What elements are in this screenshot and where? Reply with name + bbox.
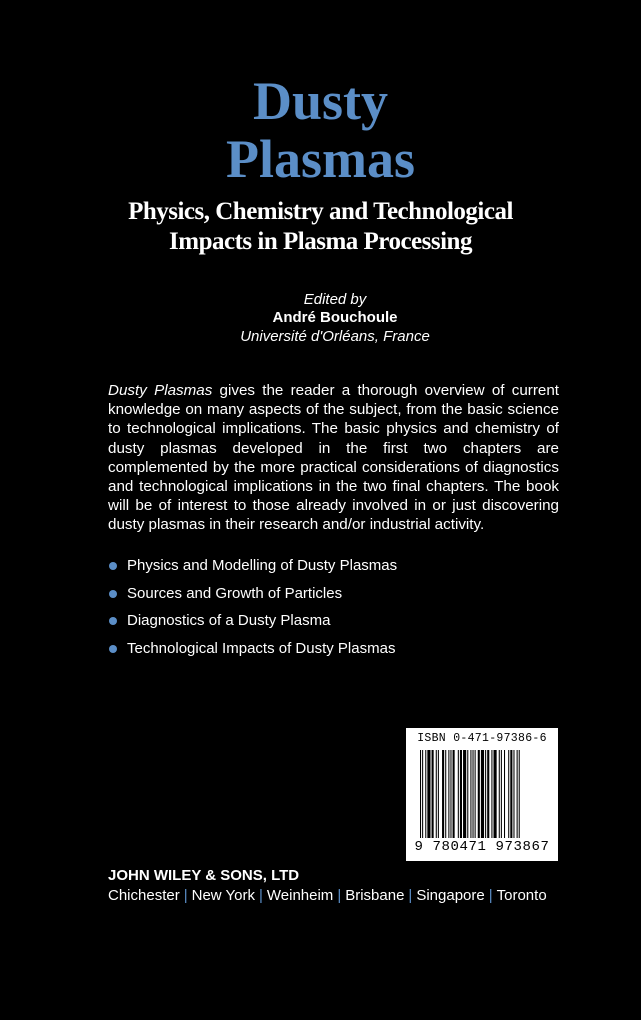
barcode-stripe [422, 750, 423, 838]
barcode-icon [420, 750, 544, 838]
topic-item [108, 556, 397, 584]
barcode-stripe [470, 750, 471, 838]
barcode-stripe [460, 750, 462, 838]
barcode-stripe [499, 750, 500, 838]
topic-label: Diagnostics of a Dusty Plasma [127, 612, 331, 629]
barcode-stripe [436, 750, 437, 838]
bullet-icon [109, 562, 117, 570]
topics-list [108, 556, 397, 666]
barcode-stripe [425, 750, 426, 838]
description-text: gives the reader a thorough overview of current knowledge on many aspects of the subject, from the basic science to technological implications. The basic physics and chemistry of dusty plasmas developed in the first two chapters are complemented by the more practical considerations of diagnostics and technological implications in the two final chapters. The book will be of interest to those already involved in or just discovering dusty plasmas in their research and/or industrial activity. [108, 382, 559, 534]
city: New York [191, 887, 255, 904]
isbn-number: ISBN 0-471-97386-6 [417, 732, 547, 745]
separator: | [408, 887, 413, 904]
barcode-stripe [481, 750, 484, 838]
barcode-stripe [491, 750, 492, 838]
separator: | [258, 887, 263, 904]
publisher-cities [108, 886, 547, 906]
barcode-stripe [517, 750, 518, 838]
barcode-stripe [463, 750, 466, 838]
city: Singapore [416, 887, 485, 904]
subtitle-line-1: Physics, Chemistry and Technological [128, 198, 513, 225]
topic-label: Physics and Modelling of Dusty Plasmas [127, 557, 398, 574]
barcode-stripe [494, 750, 497, 838]
barcode-stripe [508, 750, 509, 838]
barcode-stripe [438, 750, 439, 838]
separator: | [183, 887, 188, 904]
topic-label: Sources and Growth of Particles [127, 584, 343, 602]
topic-item [108, 611, 397, 639]
separator: | [488, 887, 493, 904]
topic-item [108, 639, 397, 667]
book-description [108, 381, 559, 535]
city: Toronto [496, 887, 547, 904]
barcode-stripe [467, 750, 468, 838]
editor-name: André Bouchoule [272, 309, 398, 326]
barcode-stripe [453, 750, 455, 838]
barcode-stripe [473, 750, 474, 838]
barcode-stripe [501, 750, 502, 838]
publisher-name: JOHN WILEY & SONS, LTD [108, 867, 300, 884]
separator: | [337, 887, 342, 904]
barcode-stripe [420, 750, 421, 838]
bullet-icon [109, 645, 117, 653]
barcode-stripe [448, 750, 449, 838]
editor-affiliation: Université d'Orléans, France [240, 328, 430, 345]
description-book-title: Dusty Plasmas [108, 382, 213, 399]
book-title-line-1: Dusty [252, 71, 389, 131]
barcode-stripe [450, 750, 451, 838]
edited-by-label: Edited by [303, 291, 367, 308]
barcode-stripe [427, 750, 430, 838]
barcode-stripe [458, 750, 459, 838]
barcode-stripe [487, 750, 489, 838]
subtitle-line-2: Impacts in Plasma Processing [169, 228, 472, 255]
barcode-stripe [475, 750, 476, 838]
city: Weinheim [266, 887, 334, 904]
barcode-stripe [478, 750, 480, 838]
barcode-stripe [513, 750, 514, 838]
topic-item [108, 584, 397, 612]
barcode-box [406, 728, 558, 861]
barcode-stripe [519, 750, 520, 838]
bullet-icon [109, 590, 117, 598]
ean-number: 9 780471 973867 [414, 839, 550, 855]
city: Brisbane [345, 887, 405, 904]
barcode-stripe [504, 750, 505, 838]
topic-label: Technological Impacts of Dusty Plasmas [127, 639, 396, 657]
bullet-icon [109, 617, 117, 625]
barcode-stripe [445, 750, 446, 838]
barcode-stripe [510, 750, 512, 838]
barcode-stripe [442, 750, 444, 838]
city: Chichester [108, 887, 180, 904]
barcode-stripe [485, 750, 486, 838]
barcode-stripe [432, 750, 434, 838]
book-title-line-2: Plasmas [226, 129, 415, 189]
